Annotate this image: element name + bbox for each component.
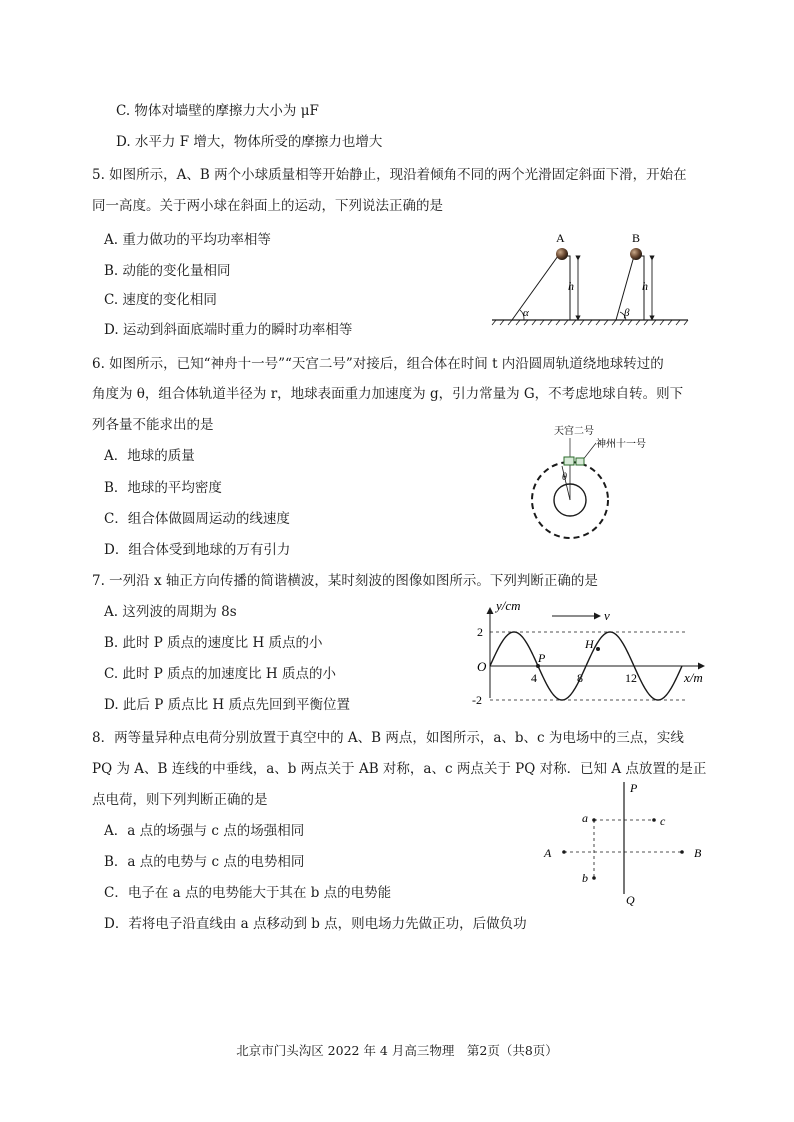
q8-stem-line1: 8．两等量异种点电荷分别放置于真空中的 A、B 两点，如图所示，a、b、c 为电场中的三点，实线 [92, 730, 684, 746]
q6-option-c: C．组合体做圆周运动的线速度 [104, 511, 290, 527]
angle-label-beta: β [624, 307, 630, 319]
q8-stem-line3: 点电荷，则下列判断正确的是 [92, 792, 268, 808]
q8-option-b: B．a 点的电势与 c 点的电势相同 [104, 854, 305, 870]
q6-option-a: A．地球的质量 [104, 448, 195, 464]
q5-inclines-figure [488, 228, 698, 330]
x-axis-label: x/m [684, 670, 703, 685]
q4-option-c: C. 物体对墙壁的摩擦力大小为 μF [116, 103, 319, 119]
q5-option-a: A. 重力做功的平均功率相等 [104, 232, 271, 248]
q6-option-b: B．地球的平均密度 [104, 480, 222, 496]
q8-stem-line2: PQ 为 A、B 连线的中垂线，a、b 两点关于 AB 对称，a、c 两点关于 PQ 对称．已知 A 点放置的是正 [92, 761, 707, 777]
point-h [596, 647, 600, 651]
q5-option-d: D. 运动到斜面底端时重力的瞬时功率相等 [104, 322, 353, 338]
q7-stem: 7. 一列沿 x 轴正方向传播的简谐横波，某时刻波的图像如图所示。下列判断正确的是 [92, 573, 598, 589]
q5-option-b: B. 动能的变化量相同 [104, 263, 231, 279]
label-charge-b: B [694, 846, 702, 860]
q8-option-c: C．电子在 a 点的电势能大于其在 b 点的电势能 [104, 885, 392, 901]
height-label-b: h [642, 279, 648, 293]
y-axis-label: y/cm [496, 598, 521, 613]
q6-stem-line2: 角度为 θ，组合体轨道半径为 r，地球表面重力加速度为 g，引力常量为 G，不考虑地球自转。则下 [92, 386, 684, 402]
q6-orbit-figure [520, 420, 660, 550]
q8-option-d: D．若将电子沿直线由 a 点移动到 b 点，则电场力先做正功，后做负功 [104, 916, 527, 932]
spacecraft-shenzhou [576, 458, 584, 465]
q6-option-d: D．组合体受到地球的万有引力 [104, 542, 291, 558]
velocity-label: v [604, 608, 610, 623]
height-label-a: h [568, 279, 574, 293]
label-q: Q [626, 893, 635, 906]
spacecraft-tiangong [564, 457, 574, 465]
q7-option-d: D. 此后 P 质点比 H 质点先回到平衡位置 [104, 697, 350, 713]
shenzhou-label: 神州十一号 [596, 439, 646, 450]
charge-a [562, 850, 566, 854]
origin-label: O [477, 659, 487, 674]
ball-b-label: B [632, 231, 641, 245]
q7-option-b: B. 此时 P 质点的速度比 H 质点的小 [104, 635, 323, 651]
y-tick-neg2: -2 [472, 693, 482, 707]
q5-stem-line1: 5. 如图所示，A、B 两个小球质量相等开始静止，现沿着倾角不同的两个光滑固定斜面下滑，开始在 [92, 167, 687, 183]
q7-option-c: C. 此时 P 质点的加速度比 H 质点的小 [104, 666, 336, 682]
q6-stem-line3: 列各量不能求出的是 [92, 417, 214, 433]
point-c [652, 818, 656, 822]
q5-stem-line2: 同一高度。关于两小球在斜面上的运动，下列说法正确的是 [92, 198, 443, 214]
theta-label: θ [562, 472, 567, 483]
q6-stem-line1: 6. 如图所示，已知“神舟十一号”“天宫二号”对接后，组合体在时间 t 内沿圆周轨道绕地球转过的 [92, 356, 664, 372]
angle-label-alpha: α [523, 307, 529, 319]
charge-b [680, 850, 684, 854]
incline-b [616, 256, 644, 320]
label-b: b [582, 871, 588, 885]
ball-a-label: A [556, 231, 565, 245]
q4-option-d: D. 水平力 F 增大，物体所受的摩擦力也增大 [116, 134, 383, 150]
ball-a [556, 248, 568, 260]
label-a: a [582, 811, 588, 825]
point-p-label: P [538, 651, 546, 665]
page-footer: 北京市门头沟区 2022 年 4 月高三物理 第2页（共8页） [236, 1043, 558, 1058]
q5-option-c: C. 速度的变化相同 [104, 292, 217, 308]
tiangong-label: 天宫二号 [554, 426, 594, 437]
x-tick-8: 8 [577, 671, 583, 685]
ball-b [630, 248, 642, 260]
ground-hatching [492, 320, 688, 325]
q8-option-a: A．a 点的场强与 c 点的场强相同 [104, 823, 305, 839]
y-tick-2: 2 [477, 625, 483, 639]
point-a [592, 818, 596, 822]
label-c: c [660, 814, 666, 828]
q7-wave-figure [468, 598, 718, 710]
point-h-label: H [585, 637, 594, 651]
label-p: P [630, 781, 638, 795]
x-tick-12: 12 [625, 671, 637, 685]
point-b [592, 876, 596, 880]
label-charge-a: A [544, 846, 552, 860]
q7-option-a: A. 这列波的周期为 8s [104, 604, 237, 620]
x-tick-4: 4 [531, 671, 537, 685]
q8-charges-figure [536, 778, 716, 906]
